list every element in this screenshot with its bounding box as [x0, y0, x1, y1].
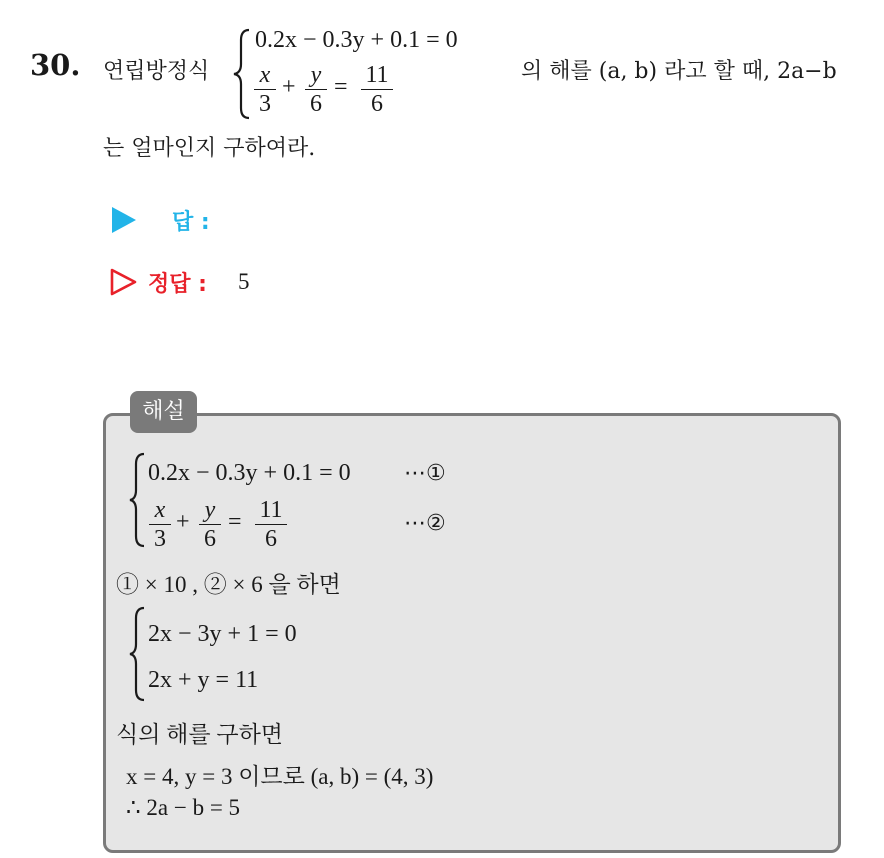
correct-answer-label: 정답 :: [148, 272, 207, 297]
solution-conclusion: ∴ 2a − b = 5: [126, 795, 241, 820]
solution-equals: =: [228, 509, 242, 535]
question-plus: +: [282, 74, 296, 100]
solution-frac-x3: x 3: [149, 497, 171, 552]
question-suffix-line2: 는 얼마인지 구하여라.: [103, 136, 316, 161]
solution-sys2-eq1: 2x − 3y + 1 = 0: [148, 621, 297, 647]
correct-answer-value: 5: [238, 269, 250, 294]
question-equation-1: 0.2x − 0.3y + 0.1 = 0: [255, 27, 458, 53]
correct-answer-outline-play-icon: [110, 268, 138, 296]
solution-frac-11-6: 11 6: [255, 497, 287, 552]
question-frac-11-6: 11 6: [361, 62, 393, 117]
solution-tag: 해설: [130, 391, 197, 433]
answer-label: 답 :: [172, 210, 210, 235]
system-brace: [232, 28, 252, 120]
question-number: 30.: [30, 48, 81, 82]
question-frac-x3: x 3: [254, 62, 276, 117]
solution-mark-2: ⋯②: [404, 511, 446, 536]
solution-mark-1: ⋯①: [404, 461, 446, 486]
solution-system-brace-1: [128, 452, 146, 548]
solution-sys2-eq2: 2x + y = 11: [148, 667, 259, 693]
solution-step-2: 식의 해를 구하면: [116, 722, 284, 747]
solution-sys1-eq1: 0.2x − 0.3y + 0.1 = 0: [148, 460, 351, 486]
solution-frac-y6: y 6: [199, 497, 221, 552]
question-frac-y6: y 6: [305, 62, 327, 117]
solution-step-3: x = 4, y = 3 이므로 (a, b) = (4, 3): [126, 764, 434, 789]
solution-plus: +: [176, 509, 190, 535]
solution-step-1: ① × 10 , ② × 6 을 하면: [116, 572, 341, 597]
solution-system-brace-2: [128, 606, 146, 702]
question-prefix: 연립방정식: [103, 59, 210, 84]
question-equals: =: [334, 74, 348, 100]
question-suffix-line1: 의 해를 (a, b) 라고 할 때, 2a−b: [521, 59, 837, 84]
answer-play-icon: [112, 207, 138, 233]
